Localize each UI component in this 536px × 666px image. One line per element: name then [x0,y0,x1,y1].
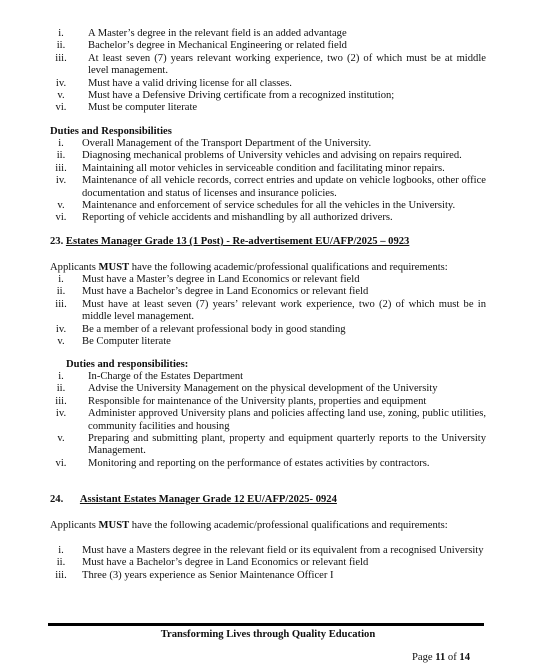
section-24-heading [50,494,337,506]
page-current: 11 [435,652,446,663]
list-item [50,396,486,408]
list-item [50,200,486,212]
list-item-number: iv. [55,408,67,420]
list-item-text: Maintenance and enforcement of service schedules for all the vehicles in the University. [82,200,456,212]
list-item-number: i. [58,274,64,285]
section-23-intro-pre: Applicants [50,262,99,273]
list-item [50,324,486,336]
duties-heading-1: Duties and Responsibilities [50,126,172,137]
list-item-number: i. [58,371,64,382]
list-item [50,28,486,40]
list-item-text: Must have a Bachelor’s degree in Land Economics or relevant field [82,286,369,298]
list-item [50,336,486,348]
section-23-heading [50,236,409,248]
list-item [50,40,486,52]
list-item-text: Bachelor’s degree in Mechanical Engineering or related field [88,40,347,52]
list-item-text: Must be computer literate [88,102,198,114]
list-item-text: Maintenance of all vehicle records, correct entries and update on vehicle logbooks, other office documentation and status of licenses and insurance policies. [82,175,486,199]
list-item-number: i. [58,545,64,556]
list-item-number: vi. [55,457,67,469]
section-24-requirements [50,545,486,582]
list-item-number: i. [58,138,64,149]
list-item-text: Responsible for maintenance of the University plants, properties and equipment [88,395,427,407]
list-item-number: iii. [55,52,67,64]
section-23-title: Estates Manager Grade 13 (1 Post) - Re-advertisement EU/AFP/2025 – 0923 [65,236,410,247]
list-item-text: Must have a Defensive Driving certificate from a recognized institution; [88,90,395,102]
list-item [50,299,486,324]
list-item-text: Must have a Bachelor’s degree in Land Economics or relevant field [82,557,369,569]
list-item-text: Overall Management of the Transport Department of the University. [82,138,372,149]
list-item-text: Diagnosing mechanical problems of University vehicles and advising on repairs required. [82,150,462,162]
list-item [50,78,486,90]
section-24-intro-must: MUST [98,520,130,531]
list-item-number: iii. [55,298,67,310]
list-item-number: iv. [55,323,67,335]
list-item [50,102,486,114]
list-item [50,150,486,162]
list-item-number: v. [57,336,65,348]
list-item-number: ii. [56,286,66,298]
section-23-intro-must: MUST [98,262,130,273]
section-24-number: 24. [50,494,64,505]
list-item [50,274,486,286]
list-item-number: ii. [56,557,66,569]
section-24-intro [50,520,448,532]
list-item-text: Preparing and submitting plant, property and equipment quarterly reports to the University Management. [88,433,486,457]
page-of: of [447,652,457,663]
list-item [50,212,486,224]
list-item-text: Monitoring and reporting on the performance of estates activities by contractors. [88,457,430,469]
section-23-requirements [50,274,486,348]
list-item-text: Must have a valid driving license for all classes. [88,77,292,89]
requirements-list-top [50,28,486,115]
duties-list-1 [50,138,486,225]
list-item [50,458,486,470]
page-total: 14 [459,652,470,663]
list-item [50,557,486,569]
list-item-text: Must have a Master’s degree in Land Economics or relevant field [82,274,360,285]
list-item-number: i. [58,28,64,39]
list-item-text: At least seven (7) years relevant working experience, two (2) of which must be at middle level management. [88,52,486,77]
section-23-intro-post: have the following academic/professional qualifications and requirements: [129,262,448,273]
list-item-text: Advise the University Management on the physical development of the University [88,383,438,395]
list-item-text: Must have a Masters degree in the relevant field or its equivalent from a recognised University [82,545,484,556]
list-item-text: Three (3) years experience as Senior Maintenance Officer I [82,569,334,581]
list-item-text: In-Charge of the Estates Department [88,371,244,382]
section-23-number: 23. [50,236,64,247]
list-item [50,138,486,150]
footer-motto: Transforming Lives through Quality Education [160,629,376,640]
list-item-number: iii. [55,569,67,581]
list-item-number: v. [57,433,65,445]
list-item-text: Reporting of vehicle accidents and mishandling by all authorized drivers. [82,212,393,224]
list-item-text: Must have at least seven (7) years’ relevant work experience, two (2) of which must be in middle level management. [82,298,486,323]
list-item-text: A Master’s degree in the relevant field is an added advantage [88,28,347,39]
section-24-intro-post: have the following academic/professional qualifications and requirements: [129,520,448,531]
list-item-text: Maintaining all motor vehicles in serviceable condition and facilitating minor repairs. [82,162,445,174]
section-23-duties [50,371,486,470]
list-item-text: Administer approved University plans and policies affecting land use, zoning, public utilities, community facilities and housing [88,408,486,432]
list-item-number: ii. [56,383,66,395]
section-23-intro [50,262,448,274]
list-item [50,433,486,458]
footer-rule [48,623,484,626]
list-item [50,90,486,102]
list-item [50,286,486,298]
list-item-number: iii. [55,162,67,174]
list-item-number: v. [57,200,65,212]
list-item [50,570,486,582]
page-number [412,652,470,664]
list-item [50,545,486,557]
list-item-number: iv. [55,77,67,89]
list-item-number: iii. [55,395,67,407]
section-24-intro-pre: Applicants [50,520,99,531]
list-item-number: v. [57,90,65,102]
section-24-title: Assistant Estates Manager Grade 12 EU/AFP/2025- 0924 [79,494,337,505]
list-item-number: iv. [55,175,67,187]
list-item-number: vi. [55,102,67,114]
list-item [50,371,486,383]
list-item-text: Be Computer literate [82,336,171,348]
list-item [50,163,486,175]
list-item [50,175,486,200]
list-item [50,408,486,433]
list-item-number: vi. [55,212,67,224]
list-item-number: ii. [56,150,66,162]
list-item [50,383,486,395]
list-item-number: ii. [56,40,66,52]
list-item [50,53,486,78]
page-label: Page [412,652,433,663]
list-item-text: Be a member of a relevant professional body in good standing [82,323,346,335]
section-23-duties-heading: Duties and responsibilities: [66,359,189,370]
